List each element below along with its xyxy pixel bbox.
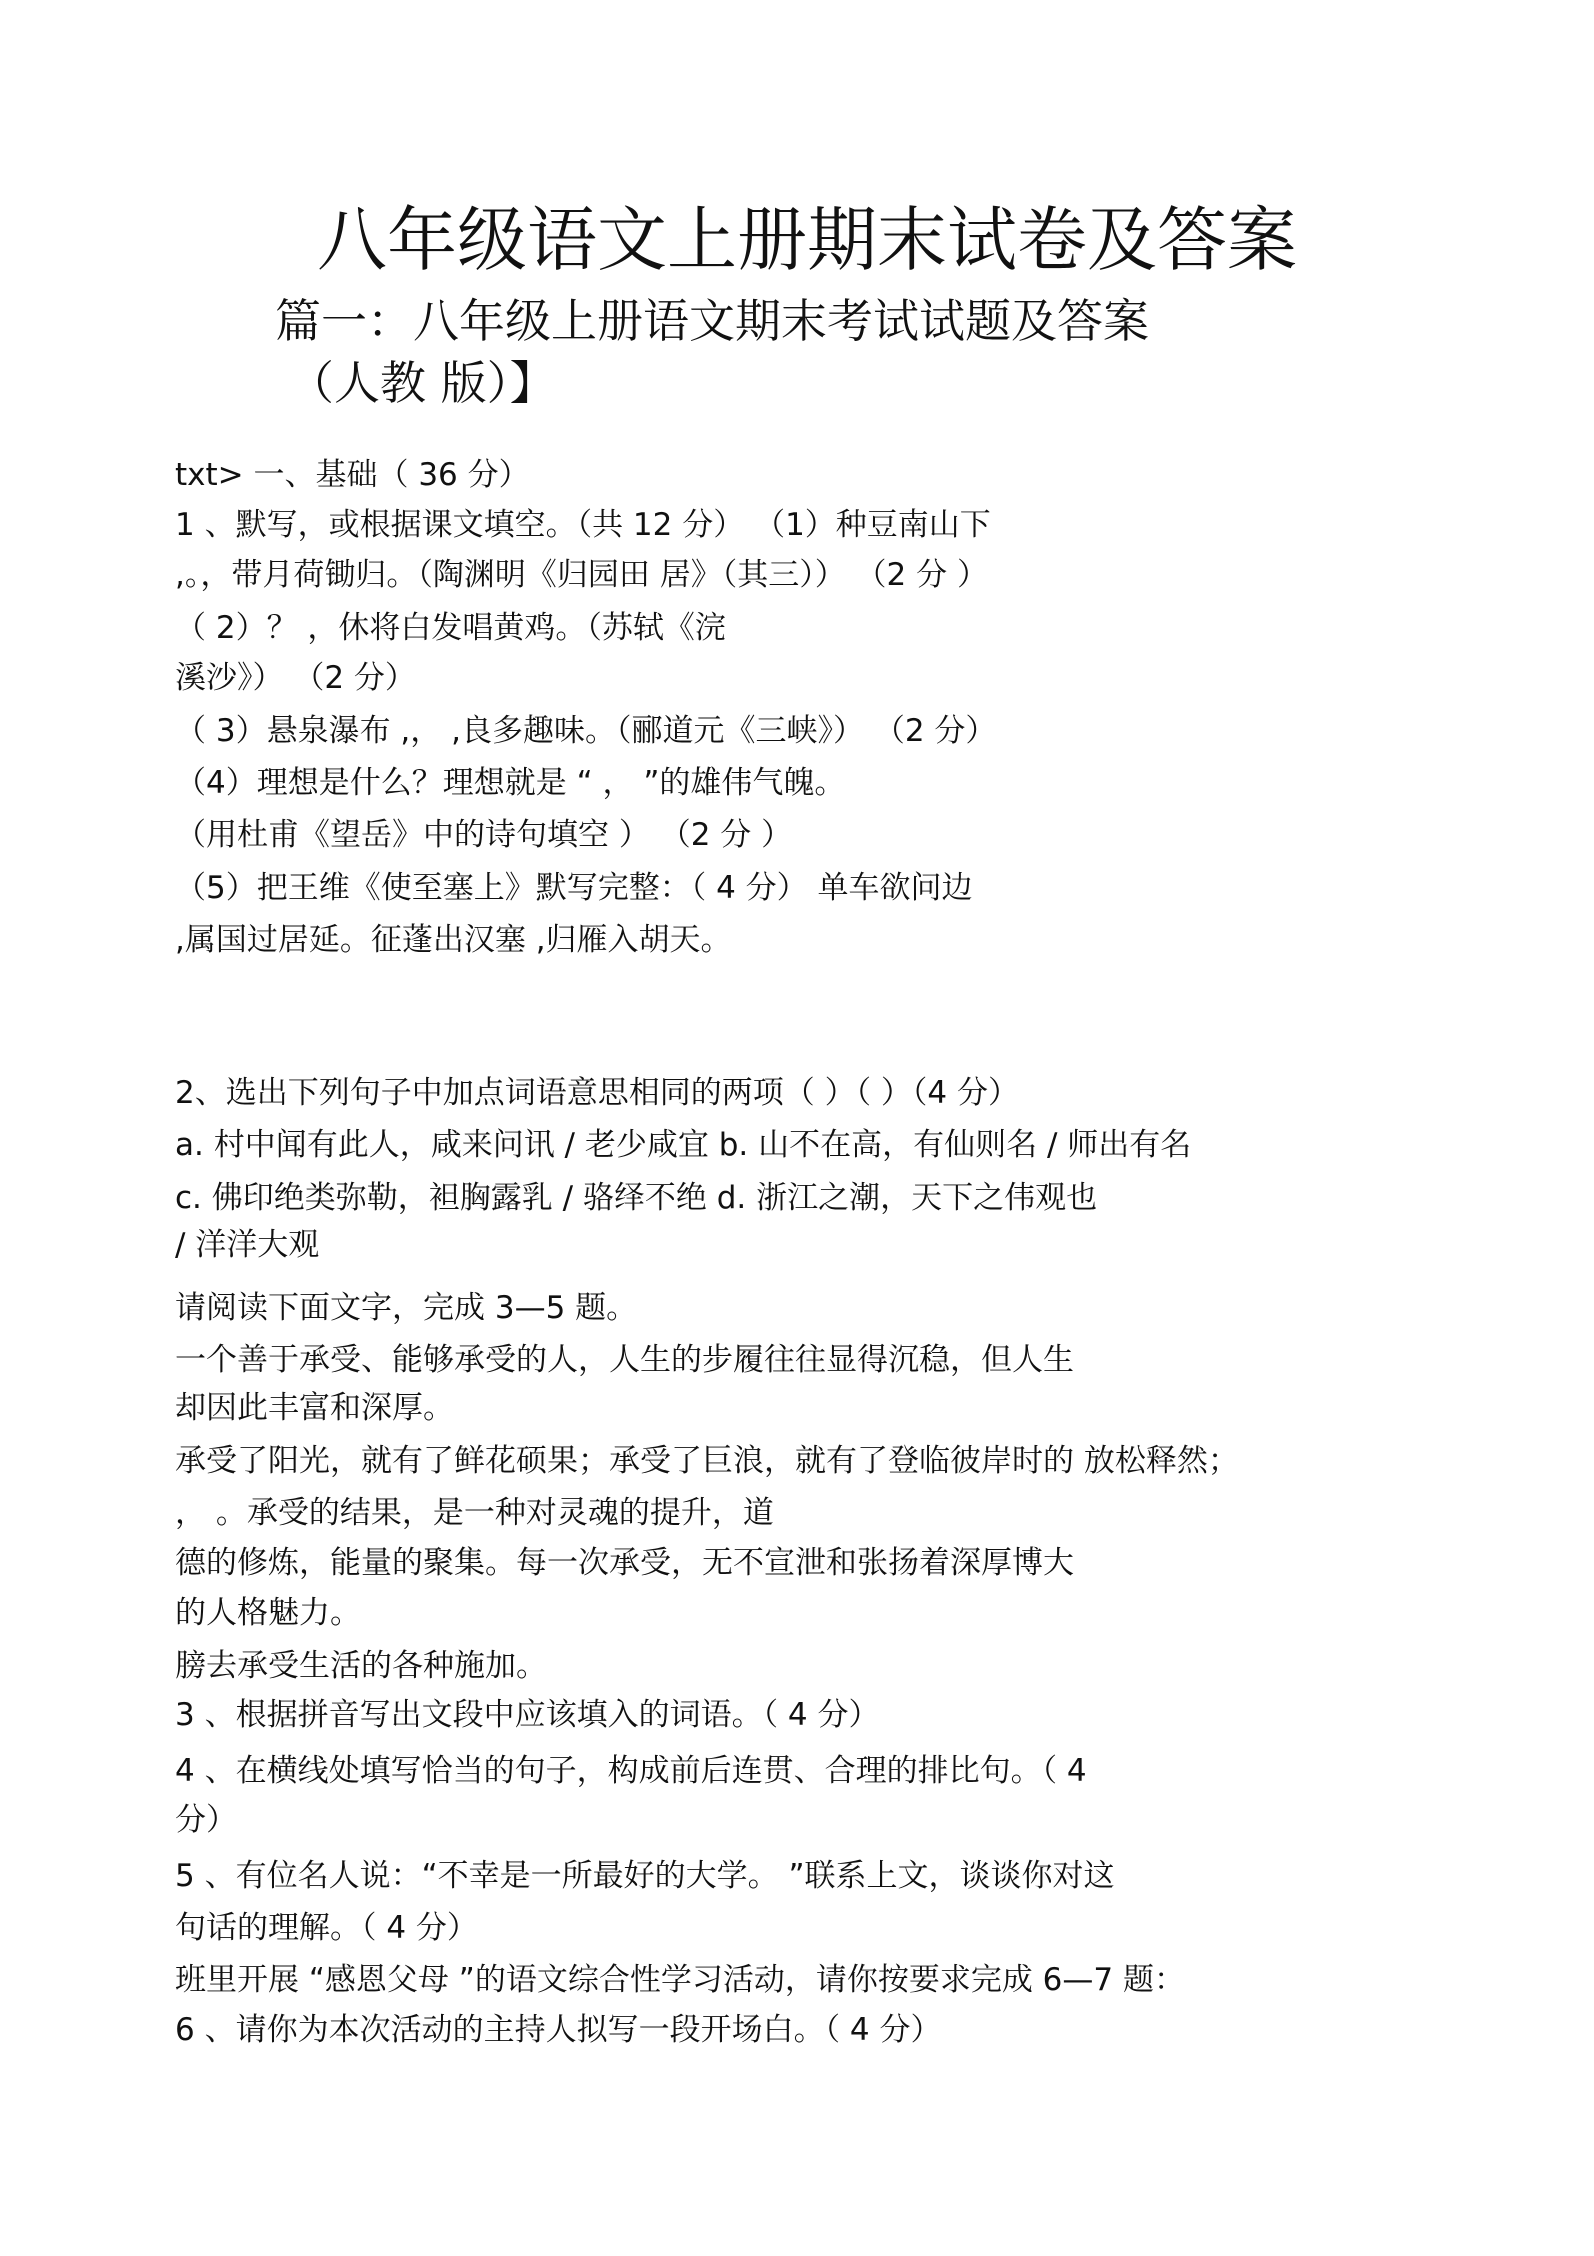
document-title: 八年级语文上册期末试卷及答案 <box>317 199 1297 281</box>
text-line: 1 、默写，或根据课文填空。（共 12 分） （1）种豆南山下 <box>175 507 991 543</box>
text-line: 4 、在横线处填写恰当的句子，构成前后连贯、合理的排比句。（ 4 <box>175 1753 1087 1789</box>
text-line: txt> 一、基础（ 36 分） <box>175 457 530 493</box>
text-line: 德的修炼，能量的聚集。每一次承受，无不宣泄和张扬着深厚博大 <box>175 1545 1074 1581</box>
text-line: （4）理想是什么？理想就是 “ ， ”的雄伟气魄。 <box>175 765 846 801</box>
text-line: 承受了阳光，就有了鲜花硕果；承受了巨浪，就有了登临彼岸时的 放松释然； <box>175 1443 1239 1479</box>
text-line: 溪沙》） （2 分） <box>175 660 416 696</box>
text-line: 3 、根据拼音写出文段中应该填入的词语。（ 4 分） <box>175 1697 880 1733</box>
text-line: a. 村中闻有此人，咸来问讯 / 老少咸宜 b. 山不在高，有仙则名 / 师出有名 <box>175 1127 1192 1163</box>
text-line: ， 。承受的结果，是一种对灵魂的提升，道 <box>175 1495 774 1531</box>
text-line: c. 佛印绝类弥勒，袒胸露乳 / 骆绎不绝 d. 浙江之潮，天下之伟观也 <box>175 1180 1098 1216</box>
text-line: 班里开展 “感恩父母 ”的语文综合性学习活动，请你按要求完成 6—7 题： <box>175 1962 1185 1998</box>
text-line: 分） <box>175 1802 237 1838</box>
text-line: （ 2）？ ，休将白发唱黄鸡。（苏轼《浣 <box>175 610 726 646</box>
text-line: 句话的理解。（ 4 分） <box>175 1910 478 1946</box>
document-subtitle-line-2: （人教 版）】 <box>288 356 556 410</box>
text-line: ,属国过居延。征蓬出汉塞 ,归雁入胡天。 <box>175 922 732 958</box>
text-line: 的人格魅力。 <box>175 1595 361 1631</box>
text-line: ,。，带月荷锄归。（陶渊明《归园田 居》（其三）） （2 分 ） <box>175 557 988 593</box>
text-line: 5 、有位名人说：“不幸是一所最好的大学。 ”联系上文，谈谈你对这 <box>175 1858 1115 1894</box>
text-line: （5）把王维《使至塞上》默写完整：（ 4 分） 单车欲问边 <box>175 870 973 906</box>
text-line: 却因此丰富和深厚。 <box>175 1390 454 1426</box>
text-line: 2、选出下列句子中加点词语意思相同的两项（ ）（ ）（4 分） <box>175 1075 1020 1111</box>
text-line: / 洋洋大观 <box>175 1227 320 1263</box>
text-line: 一个善于承受、能够承受的人，人生的步履往往显得沉稳，但人生 <box>175 1342 1074 1378</box>
text-line: 膀去承受生活的各种施加。 <box>175 1648 547 1684</box>
document-subtitle-line-1: 篇一：八年级上册语文期末考试试题及答案 <box>275 294 1149 348</box>
text-line: （用杜甫《望岳》中的诗句填空 ） （2 分 ） <box>175 817 793 853</box>
text-line: 6 、请你为本次活动的主持人拟写一段开场白。（ 4 分） <box>175 2012 942 2048</box>
text-line: 请阅读下面文字，完成 3—5 题。 <box>175 1290 638 1326</box>
text-line: （ 3）悬泉瀑布 ,， ,良多趣味。（郦道元《三峡》） （2 分） <box>175 713 997 749</box>
